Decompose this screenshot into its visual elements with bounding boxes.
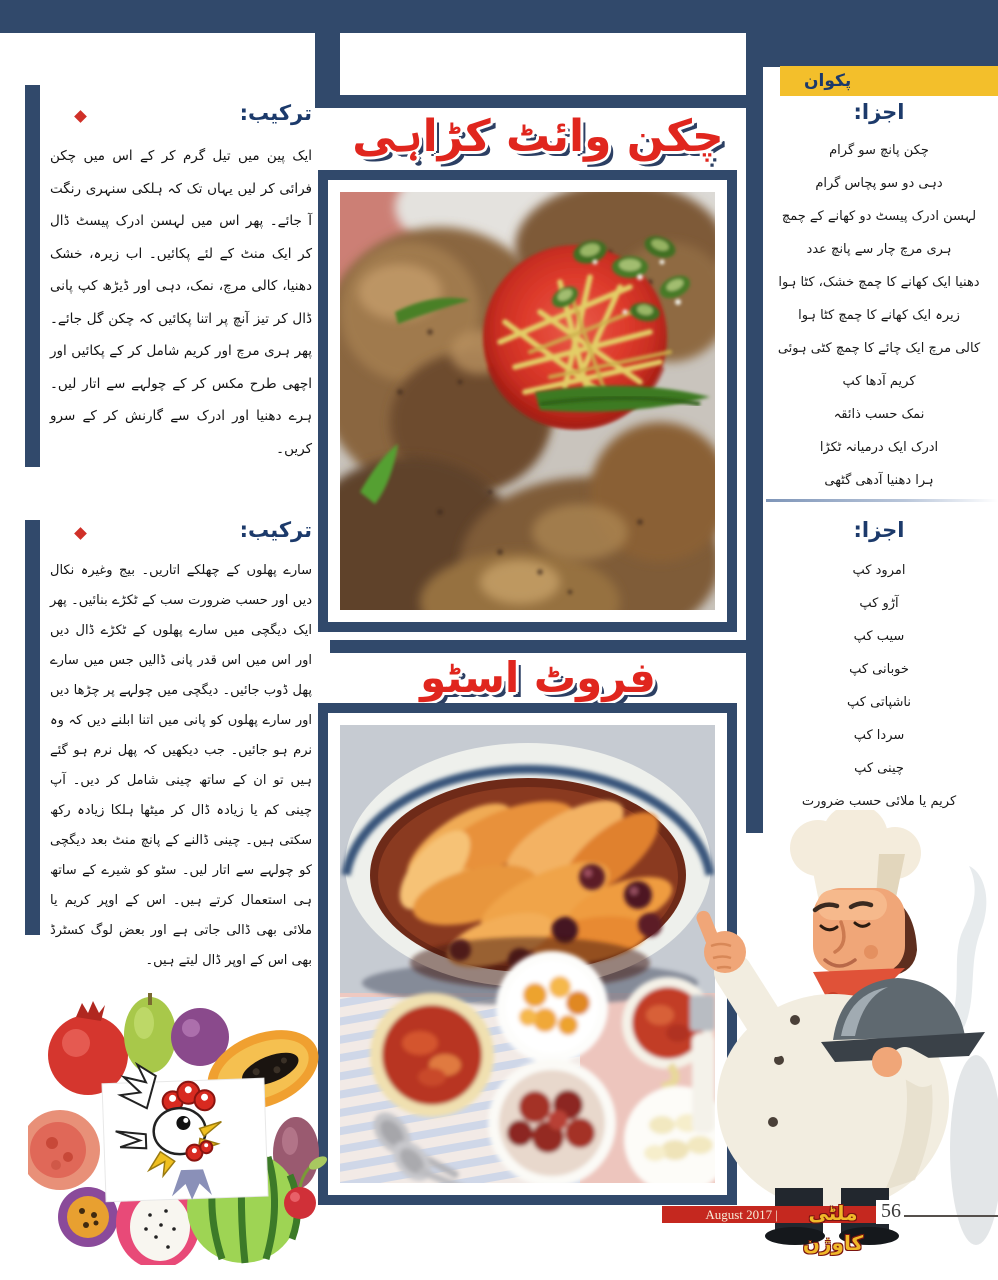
ingredient-item: آڑو کپ bbox=[859, 596, 899, 611]
recipe2-method-text: سارے پھلوں کے چھلکے اتاریں۔ بیج وغیرہ نکال دیں اور حسب ضرورت سب کے ٹکڑے بنائیں۔ پھر ایک دیگچی میں سارے پھلوں کے ٹکڑے ڈال دیں اور اس میں اس قدر پانی ڈالیں جس میں سارے پھل ڈوب جائیں۔ دیگچی میں چولہے پر چڑھا دیں اور سارے پھلوں کو پانی میں اتنا ابلنے دیں کہ وہ نرم ہو جائیں۔ جب دیکھیں کہ پھل نرم ہو گئے ہیں تو ان کے ساتھ چینی شامل کر دیں۔ آپ چینی کم یا زیادہ ڈال کر میٹھا ہلکا زیادہ رکھ سکتی ہیں۔ چینی ڈالنے کے پانچ منٹ بعد دیگچی کو چولہے سے اتار لیں۔ سٹو کو شیرے کے ساتھ ہی استعمال کرتے ہیں۔ اس کے اوپر کریم یا ملائی بھی ڈالی جاتی ہے اور بعض لوگ کسٹرڈ بھی اس کے اوپر ڈال لیتے ہیں۔ bbox=[50, 563, 312, 968]
ingredient-item: امرود کپ bbox=[852, 563, 906, 578]
top-border-band bbox=[0, 0, 998, 33]
magazine-logo: ملٹی کاوژن bbox=[802, 1201, 864, 1255]
recipe1-ingredients-list bbox=[766, 134, 992, 497]
ingredient-item: لہسن ادرک پیسٹ دو کھانے کے چمچ bbox=[781, 209, 977, 224]
ingredient-item: سیب کپ bbox=[853, 629, 905, 644]
right-top-block bbox=[746, 33, 998, 67]
ingredient-item: کریم یا ملائی حسب ضرورت bbox=[801, 794, 957, 809]
ingredient-item: ہری مرچ چار سے پانچ عدد bbox=[806, 242, 952, 257]
ingredient-item: چکن پانچ سو گرام bbox=[829, 143, 929, 158]
ingredient-item: کریم آدھا کپ bbox=[842, 374, 916, 389]
page-number: 56 bbox=[881, 1200, 901, 1222]
section-badge bbox=[780, 66, 998, 96]
column-divider-bar bbox=[746, 33, 763, 833]
footer-rule bbox=[904, 1215, 998, 1217]
recipe1-method-heading: ترکیب: bbox=[239, 101, 312, 125]
left-margin-bar-2 bbox=[25, 520, 40, 935]
recipe2-ingredients-heading: اجزا: bbox=[853, 518, 905, 542]
recipe2-method-heading: ترکیب: bbox=[239, 518, 312, 542]
chef-art bbox=[683, 810, 998, 1255]
footer-date: August 2017 | bbox=[705, 1207, 778, 1222]
ingredient-item: دھنیا ایک کھانے کا چمچ خشک، کٹا ہوا bbox=[778, 275, 980, 290]
fruit-stew-photo-art bbox=[340, 725, 715, 1183]
ingredient-item: ناشپاتی کپ bbox=[847, 695, 911, 710]
ingredient-item: کالی مرچ ایک چائے کا چمچ کٹی ہوئی bbox=[777, 341, 981, 356]
ingredients-separator-rule bbox=[766, 499, 998, 502]
recipe1-title: چکن وائٹ کڑاہی bbox=[352, 111, 724, 162]
ingredient-item: خوبانی کپ bbox=[849, 662, 909, 677]
recipe2-title: فروٹ اسٹو bbox=[420, 653, 656, 702]
ingredient-item: سردا کپ bbox=[853, 728, 905, 743]
recipe2-title-banner bbox=[330, 640, 746, 708]
ingredient-item: دہی دو سو پچاس گرام bbox=[815, 176, 943, 191]
chicken-karahi-photo-art bbox=[340, 192, 715, 610]
chef-illustration bbox=[683, 810, 998, 1255]
left-margin-bar-1 bbox=[25, 85, 40, 467]
chicken-karahi-photo bbox=[318, 170, 737, 632]
section-badge-label: پکوان bbox=[804, 71, 852, 91]
fruit-wreath-art bbox=[28, 985, 328, 1265]
recipe1-title-banner bbox=[330, 95, 746, 173]
recipe1-method-text: ایک پین میں تیل گرم کر کے اس میں چکن فرائی کر لیں یہاں تک کہ ہلکی سنہری رنگت آ جائے۔ پھر اس میں لہسن ادرک پیسٹ ڈال کر ایک منٹ کے لئے پکائیں۔ اب زیرہ، خشک دھنیا، کالی مرچ، نمک، دہی اور ڈیڑھ کپ پانی ڈال کر تیز آنچ پر اتنا پکائیں کہ چکن گل جائے۔ پھر ہری مرچ اور کریم شامل کر کے پکائیں اور اچھی طرح مکس کر کے چولہے سے اتار لیں۔ ہرے دھنیا اور ادرک سے گارنش کر کے سرو کریں۔ bbox=[50, 148, 312, 457]
recipe2-ingredients-list bbox=[766, 554, 992, 818]
ingredient-item: ہرا دھنیا آدھی گٹھی bbox=[824, 473, 934, 488]
ingredient-item: چینی کپ bbox=[854, 761, 904, 776]
fruit-wreath-illustration bbox=[28, 985, 328, 1269]
ingredient-item: ادرک ایک درمیانہ ٹکڑا bbox=[819, 440, 939, 455]
ingredient-item: زیرہ ایک کھانے کا چمچ کٹا ہوا bbox=[798, 308, 960, 323]
fruit-stew-photo bbox=[318, 703, 737, 1205]
ingredient-item: نمک حسب ذائقہ bbox=[833, 407, 925, 422]
recipe1-ingredients-heading: اجزا: bbox=[853, 100, 905, 124]
